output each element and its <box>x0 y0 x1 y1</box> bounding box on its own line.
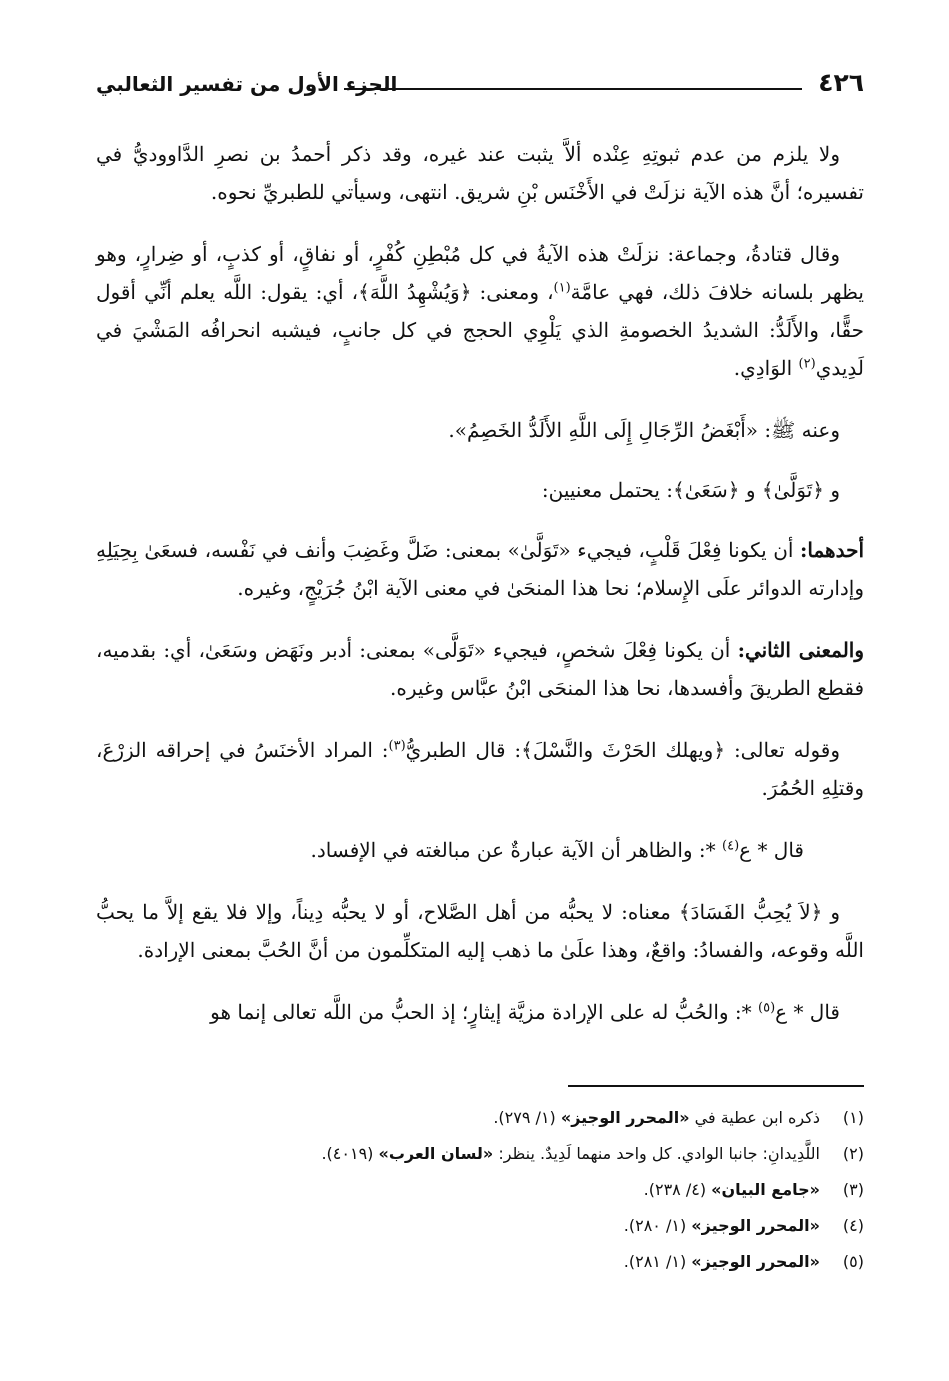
paragraph-2-text-a: وقال قتادةُ، وجماعة: نزلَتْ هذه الآيةُ في كل مُبْطِنِ كُفْرٍ، أو نفاقٍ، أو كذبٍ، أو ضِرارٍ، وهو يظهر بلسانه خلافَ ذلك، فهي عامَّة <box>96 242 864 304</box>
running-header <box>96 66 864 110</box>
paragraph-1: ولا يلزم من عدم ثبوتِهِ عِنْده ألاَّ يثبت عند غيره، وقد ذكر أحمدُ بن نصرِ الدَّاووديُّ في تفسيره؛ أنَّ هذه الآية نزلَتْ في الأَخْنَس بْنِ شريق. انتهى، وسيأتي للطبريِّ نحوه. <box>96 142 864 204</box>
paragraph-10-text-a: قال * ع <box>775 1000 840 1024</box>
footnote-text: اللَّدِيدانِ: جانبا الوادي. كل واحد منهما لَدِيدٌ. ينظر: <box>493 1144 820 1163</box>
footnote-source: «المحرر الوجيز» <box>560 1108 690 1127</box>
paragraph-10 <box>96 993 864 1031</box>
paragraph-2-text-b: ، ومعنى: ﴿وَيُشْهِدُ اللَّهَ﴾، أي: يقول: اللَّه يعلم أنِّي أقول حقًّا، والأَلَدُّ: الشديدُ الخصومةِ الذي يَلْوِي الحجج في كل جانبٍ، فيشبه انحرافُه المَشْيَ في لَدِيدي <box>96 280 864 380</box>
paragraph-9: و ﴿لاَ يُحِبُّ الفَسَادَ﴾ معناه: لا يحبُّه من أهل الصَّلاح، أو لا يحبُّه دِيناً، وإلا فلا يقع إلاَّ ما يحبُّ اللَّه وقوعه، والفسادُ: واقعٌ، وهذا علَىٰ ما ذهب إليه المتكلِّمون من أنَّ الحُبَّ بمعنى الإرادة. <box>96 900 864 962</box>
paragraph-4: و ﴿تَوَلَّىٰ﴾ و ﴿سَعَىٰ﴾: يحتمل معنيين: <box>541 478 840 502</box>
footnote-source: «جامع البيان» <box>711 1180 820 1199</box>
footnote-source: «المحرر الوجيز» <box>691 1252 820 1271</box>
paragraph-7-text-b: : المراد الأخنَسُ في إحراقه الزرْعَ، وقتلِهِ الحُمُرَ. <box>96 738 864 800</box>
main-text <box>96 135 864 1055</box>
footnote-marker-1: (١) <box>553 280 571 296</box>
paragraph-2-text-c: الوَادِي. <box>733 356 799 380</box>
footnote-reference: (١/ ٢٨٠). <box>623 1216 692 1235</box>
footnote-number: (٥) <box>842 1252 864 1271</box>
footnote-3 <box>96 1172 864 1208</box>
paragraph-2 <box>96 235 864 387</box>
footnote-2 <box>96 1136 864 1172</box>
footnote-marker-3: (٣) <box>388 738 406 754</box>
header-title: الجزء الأول من تفسير الثعالبي <box>96 72 398 96</box>
page-number: ٤٢٦ <box>818 68 864 97</box>
paragraph-10-text-b: *: والحُبُّ له على الإرادة مزيَّة إيثارٍ؛ إذ الحبُّ من اللَّه تعالى إنما هو <box>210 1000 759 1024</box>
paragraph-6-text: أن يكونا فِعْلَ شخصٍ، فيجيء «تَوَلَّى» بمعنى: أدبر ونَهَض وسَعَىٰ، أي: بقدميه، فقطع الطريقَ وأفسدها، نحا هذا المنحَى ابْنُ عبَّاس وغيره. <box>96 638 864 700</box>
paragraph-6-label: والمعنى الثاني: <box>737 638 865 662</box>
footnote-5 <box>96 1244 864 1280</box>
footnote-marker-4: (٤) <box>722 838 740 854</box>
footnote-separator <box>568 1085 864 1087</box>
paragraph-8 <box>96 831 864 869</box>
paragraph-8-text-a: قال * ع <box>739 838 804 862</box>
footnote-4 <box>96 1208 864 1244</box>
footnote-marker-5: (٥) <box>758 1000 776 1016</box>
footnote-source: «لسان العرب» <box>378 1144 494 1163</box>
footnote-number: (١) <box>842 1108 864 1127</box>
paragraph-5 <box>96 531 864 607</box>
paragraph-5-text: أن يكونا فِعْلَ قَلْبٍ، فيجيء «تَوَلَّىٰ» بمعنى: ضَلَّ وغَضِبَ وأنف في نَفْسه، فسعَىٰ بِحِيَلِهِ وإدارته الدوائر علَى الإِسلام؛ نحا هذا المنحَىٰ في معنى الآية ابْنُ جُرَيْجٍ، وغيره. <box>96 538 864 600</box>
footnote-source: «المحرر الوجيز» <box>691 1216 820 1235</box>
paragraph-3: وعنه ﷺ: «أَبْغَضُ الرِّجَالِ إِلَى اللَّهِ الأَلَدُّ الخَصِمُ». <box>448 418 840 442</box>
footnote-number: (٣) <box>842 1180 864 1199</box>
footnote-1 <box>96 1100 864 1136</box>
header-rule <box>344 88 802 90</box>
footnotes <box>96 1100 864 1280</box>
footnote-reference: (١/ ٢٨١). <box>623 1252 692 1271</box>
footnote-number: (٢) <box>842 1144 864 1163</box>
footnote-reference: (٤/ ٢٣٨). <box>643 1180 712 1199</box>
paragraph-7-text-a: وقوله تعالى: ﴿ويهلك الحَرْثَ والنَّسْلَ﴾: قال الطبريُّ <box>405 738 841 762</box>
paragraph-6 <box>96 631 864 707</box>
footnote-reference: (٤٠١٩). <box>321 1144 379 1163</box>
footnote-reference: (١/ ٢٧٩). <box>493 1108 561 1127</box>
footnote-text: ذكره ابن عطية في <box>689 1108 820 1127</box>
footnote-number: (٤) <box>842 1216 864 1235</box>
footnote-marker-2: (٢) <box>798 356 816 372</box>
paragraph-8-text-b: *: والظاهر أن الآية عبارةٌ عن مبالغته في الإفساد. <box>310 838 723 862</box>
paragraph-7 <box>96 731 864 807</box>
paragraph-5-label: أحدهما: <box>800 538 865 562</box>
